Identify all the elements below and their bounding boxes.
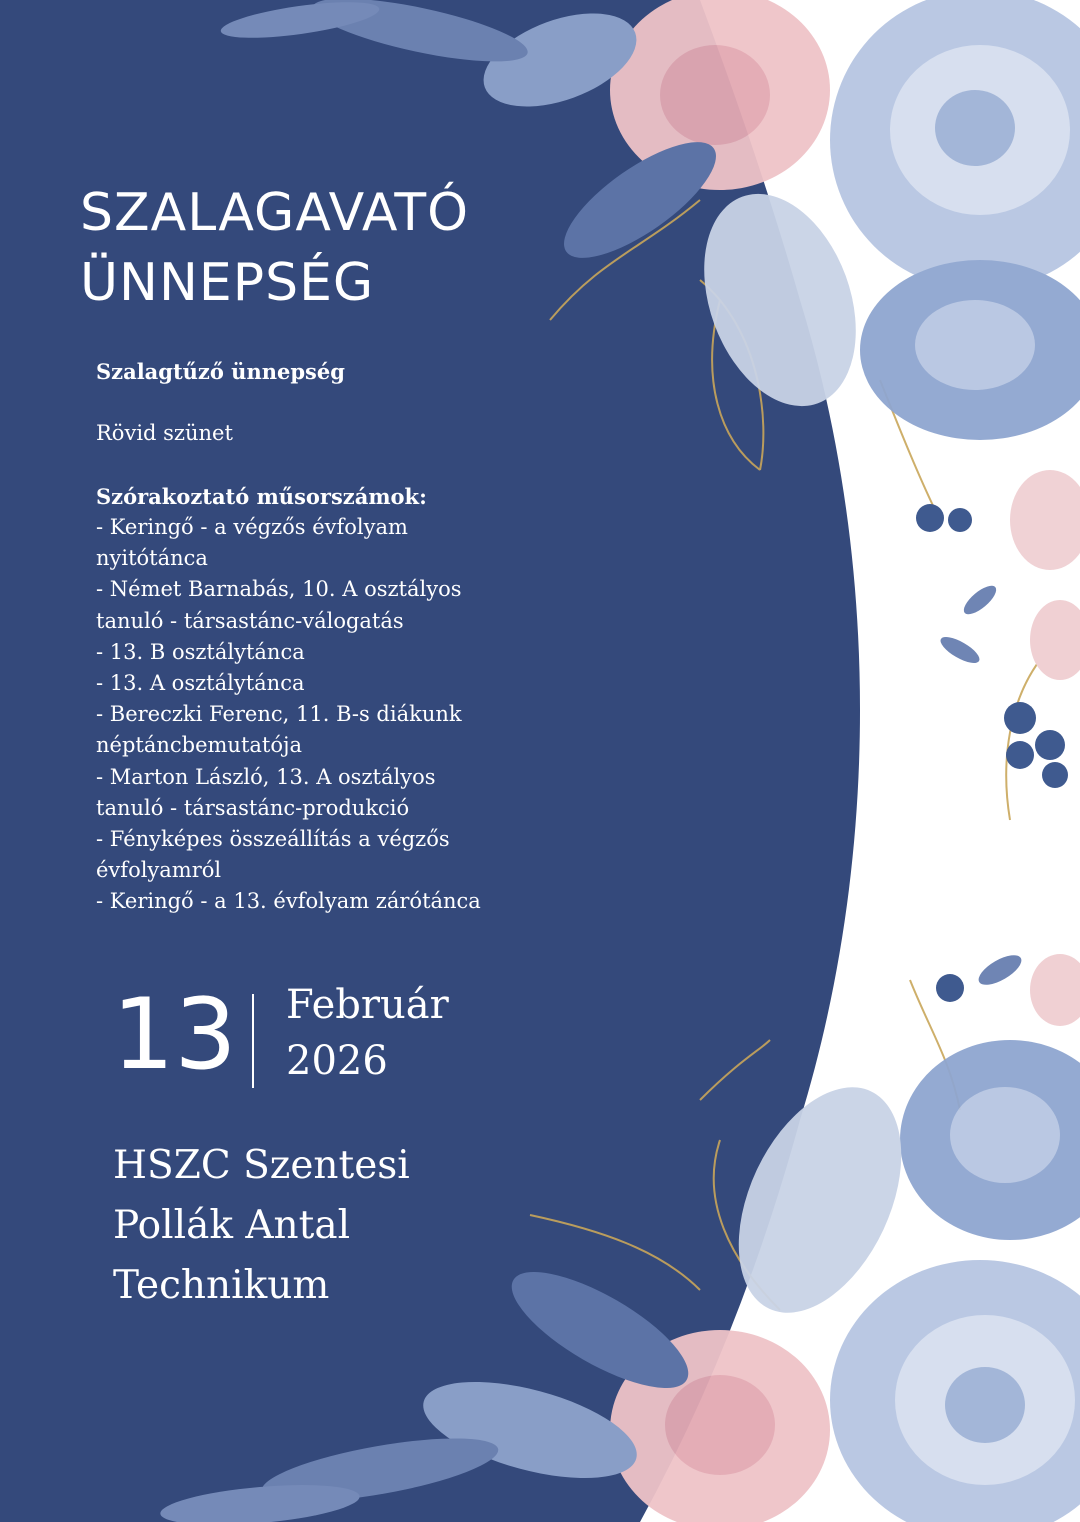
program-item: - Keringő - a végzős évfolyam	[96, 514, 408, 539]
program-item: - Német Barnabás, 10. A osztályos	[96, 577, 462, 602]
school-line-2: Pollák Antal	[113, 1203, 351, 1248]
program-item: - 13. A osztálytánca	[96, 671, 305, 695]
program-entertainment-heading: Szórakoztató műsorszámok:	[96, 483, 427, 509]
program-item: - Marton László, 13. A osztályos	[96, 764, 436, 789]
program-item: évfolyamról	[96, 858, 222, 883]
date-month: Február	[286, 982, 449, 1028]
school-line-3: Technikum	[113, 1263, 330, 1308]
program-list	[96, 356, 536, 918]
program-item: tanuló - társastánc-válogatás	[96, 608, 404, 633]
program-item: - Keringő - a 13. évfolyam zárótánca	[96, 889, 481, 914]
program-item: - Fényképes összeállítás a végzős	[96, 827, 450, 852]
program-item: nyitótánca	[96, 546, 208, 571]
title-line-1: SZALAGAVATÓ	[80, 183, 470, 243]
program-section-ribbon: Szalagtűző ünnepség	[96, 359, 345, 384]
program-item: - 13. B osztálytánca	[96, 639, 305, 664]
program-item: - Bereczki Ferenc, 11. B-s diákunk	[96, 702, 462, 727]
school-name	[113, 1136, 533, 1316]
school-line-1: HSZC Szentesi	[113, 1143, 410, 1188]
program-item: néptáncbemutatója	[96, 733, 303, 758]
date-year: 2026	[286, 1038, 388, 1084]
title-line-2: ÜNNEPSÉG	[80, 253, 375, 313]
event-title	[80, 178, 469, 318]
program-item: tanuló - társastánc-produkció	[96, 795, 410, 820]
program-section-break: Rövid szünet	[96, 421, 233, 446]
date-divider	[252, 994, 254, 1088]
date-day: 13	[112, 978, 237, 1092]
